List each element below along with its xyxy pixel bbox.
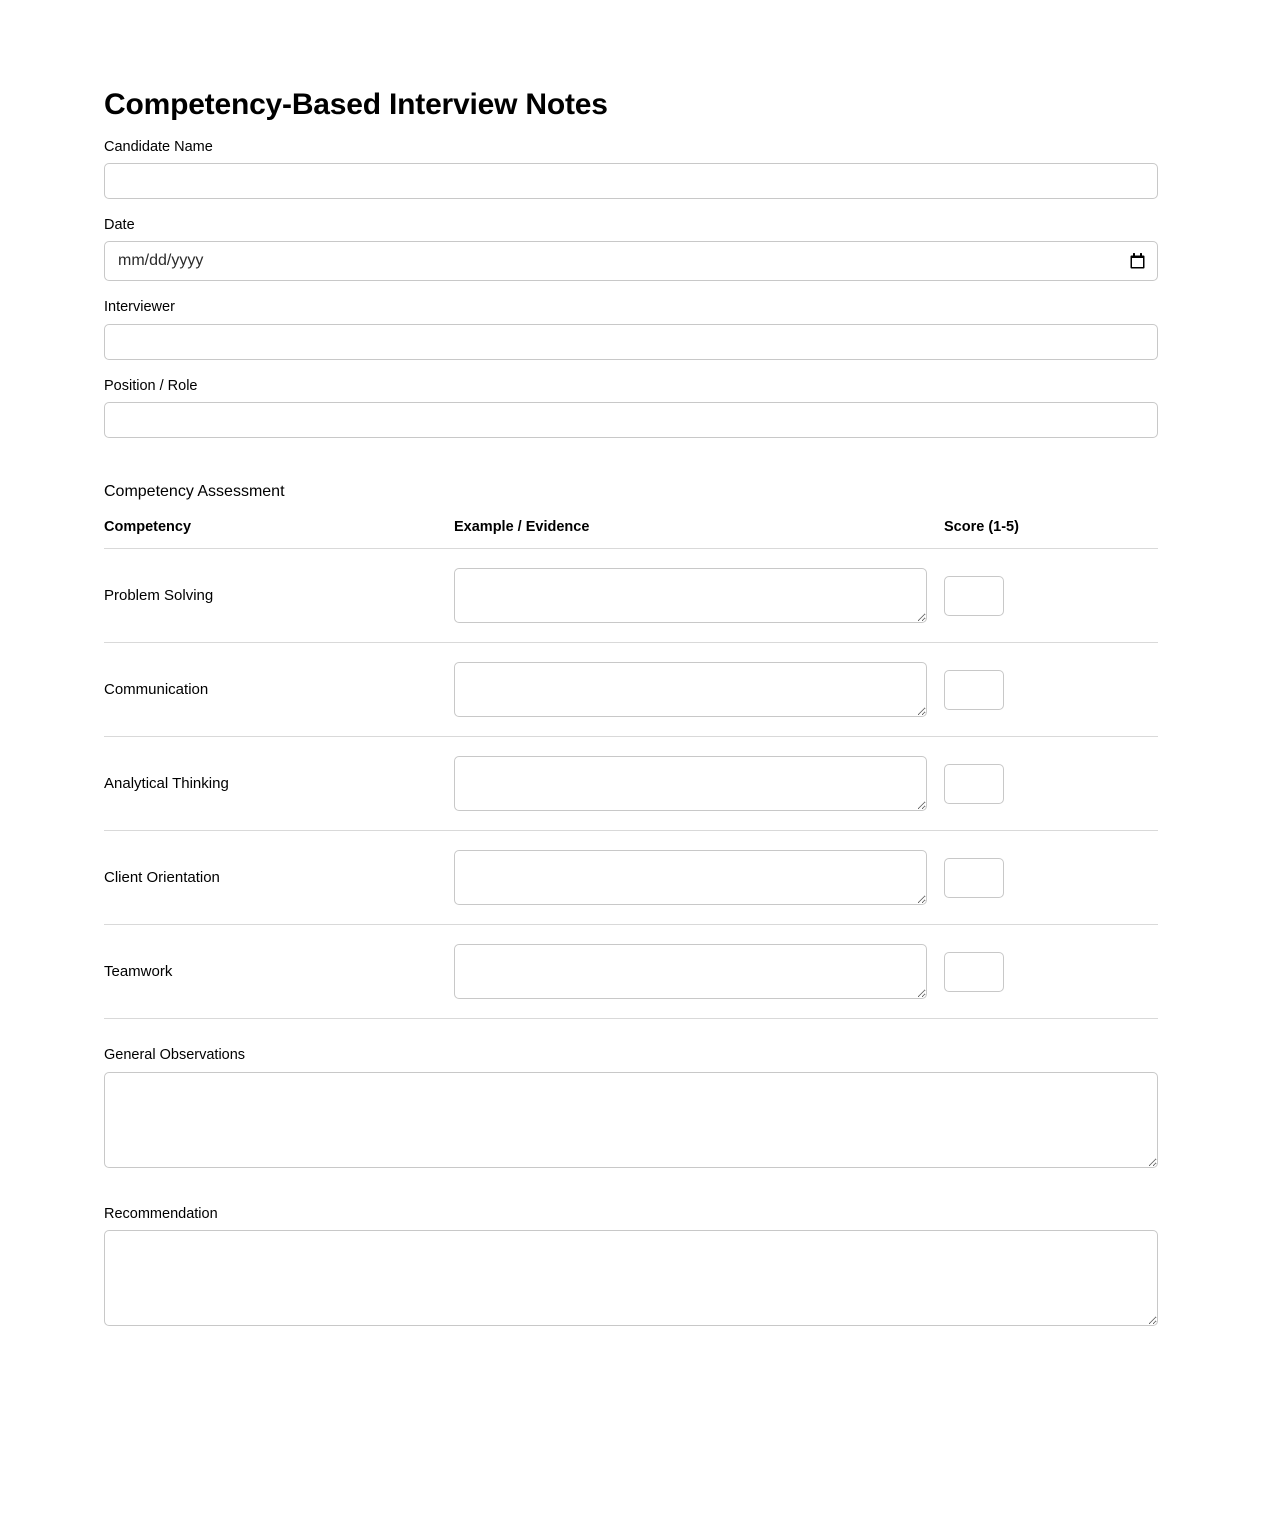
position-role-field-group xyxy=(104,378,1158,438)
date-placeholder-text: mm/dd/yyyy xyxy=(118,252,204,270)
date-field-group xyxy=(104,217,1158,281)
general-observations-group xyxy=(104,1047,1158,1167)
score-input[interactable] xyxy=(944,576,1004,616)
score-cell xyxy=(944,925,1158,1019)
column-header-competency: Competency xyxy=(104,519,454,549)
page-title: Competency-Based Interview Notes xyxy=(104,88,608,121)
column-header-score: Score (1-5) xyxy=(944,519,1158,549)
score-cell xyxy=(944,643,1158,737)
table-row xyxy=(104,643,1158,737)
position-role-input[interactable] xyxy=(104,402,1158,438)
column-header-evidence: Example / Evidence xyxy=(454,519,944,549)
score-input[interactable] xyxy=(944,858,1004,898)
evidence-textarea[interactable] xyxy=(454,568,927,623)
date-input-shell xyxy=(104,241,1158,281)
table-row xyxy=(104,737,1158,831)
interviewer-label: Interviewer xyxy=(104,299,175,316)
table-header xyxy=(104,519,1158,549)
evidence-cell xyxy=(454,737,944,831)
evidence-cell xyxy=(454,549,944,643)
competency-name-cell: Client Orientation xyxy=(104,831,454,925)
candidate-name-input[interactable] xyxy=(104,163,1158,199)
date-label: Date xyxy=(104,216,135,233)
evidence-textarea[interactable] xyxy=(454,944,927,999)
evidence-cell xyxy=(454,925,944,1019)
score-cell xyxy=(944,831,1158,925)
competency-name-cell: Problem Solving xyxy=(104,549,454,643)
date-input[interactable] xyxy=(104,241,1158,281)
competency-name-cell: Analytical Thinking xyxy=(104,737,454,831)
table-row xyxy=(104,549,1158,643)
candidate-name-label: Candidate Name xyxy=(104,138,213,155)
calendar-icon[interactable] xyxy=(1130,253,1145,269)
position-role-label: Position / Role xyxy=(104,377,198,394)
score-input[interactable] xyxy=(944,764,1004,804)
evidence-textarea[interactable] xyxy=(454,662,927,717)
general-observations-textarea[interactable] xyxy=(104,1072,1158,1168)
evidence-cell xyxy=(454,831,944,925)
evidence-textarea[interactable] xyxy=(454,850,927,905)
evidence-cell xyxy=(454,643,944,737)
evidence-textarea[interactable] xyxy=(454,756,927,811)
score-cell xyxy=(944,549,1158,643)
recommendation-label: Recommendation xyxy=(104,1205,218,1222)
general-observations-label: General Observations xyxy=(104,1047,246,1064)
candidate-name-field-group xyxy=(104,139,1158,199)
table-row xyxy=(104,831,1158,925)
score-input[interactable] xyxy=(944,952,1004,992)
recommendation-group xyxy=(104,1206,1158,1326)
competency-assessment-heading: Competency Assessment xyxy=(104,483,285,501)
score-cell xyxy=(944,737,1158,831)
score-input[interactable] xyxy=(944,670,1004,710)
interview-notes-form xyxy=(104,88,1158,1326)
recommendation-textarea[interactable] xyxy=(104,1230,1158,1326)
interviewer-input[interactable] xyxy=(104,324,1158,360)
competency-name-cell: Teamwork xyxy=(104,925,454,1019)
interviewer-field-group xyxy=(104,299,1158,359)
table-body xyxy=(104,549,1158,1019)
competency-assessment-table xyxy=(104,519,1158,1019)
competency-name-cell: Communication xyxy=(104,643,454,737)
table-row xyxy=(104,925,1158,1019)
table-header-row xyxy=(104,519,1158,549)
